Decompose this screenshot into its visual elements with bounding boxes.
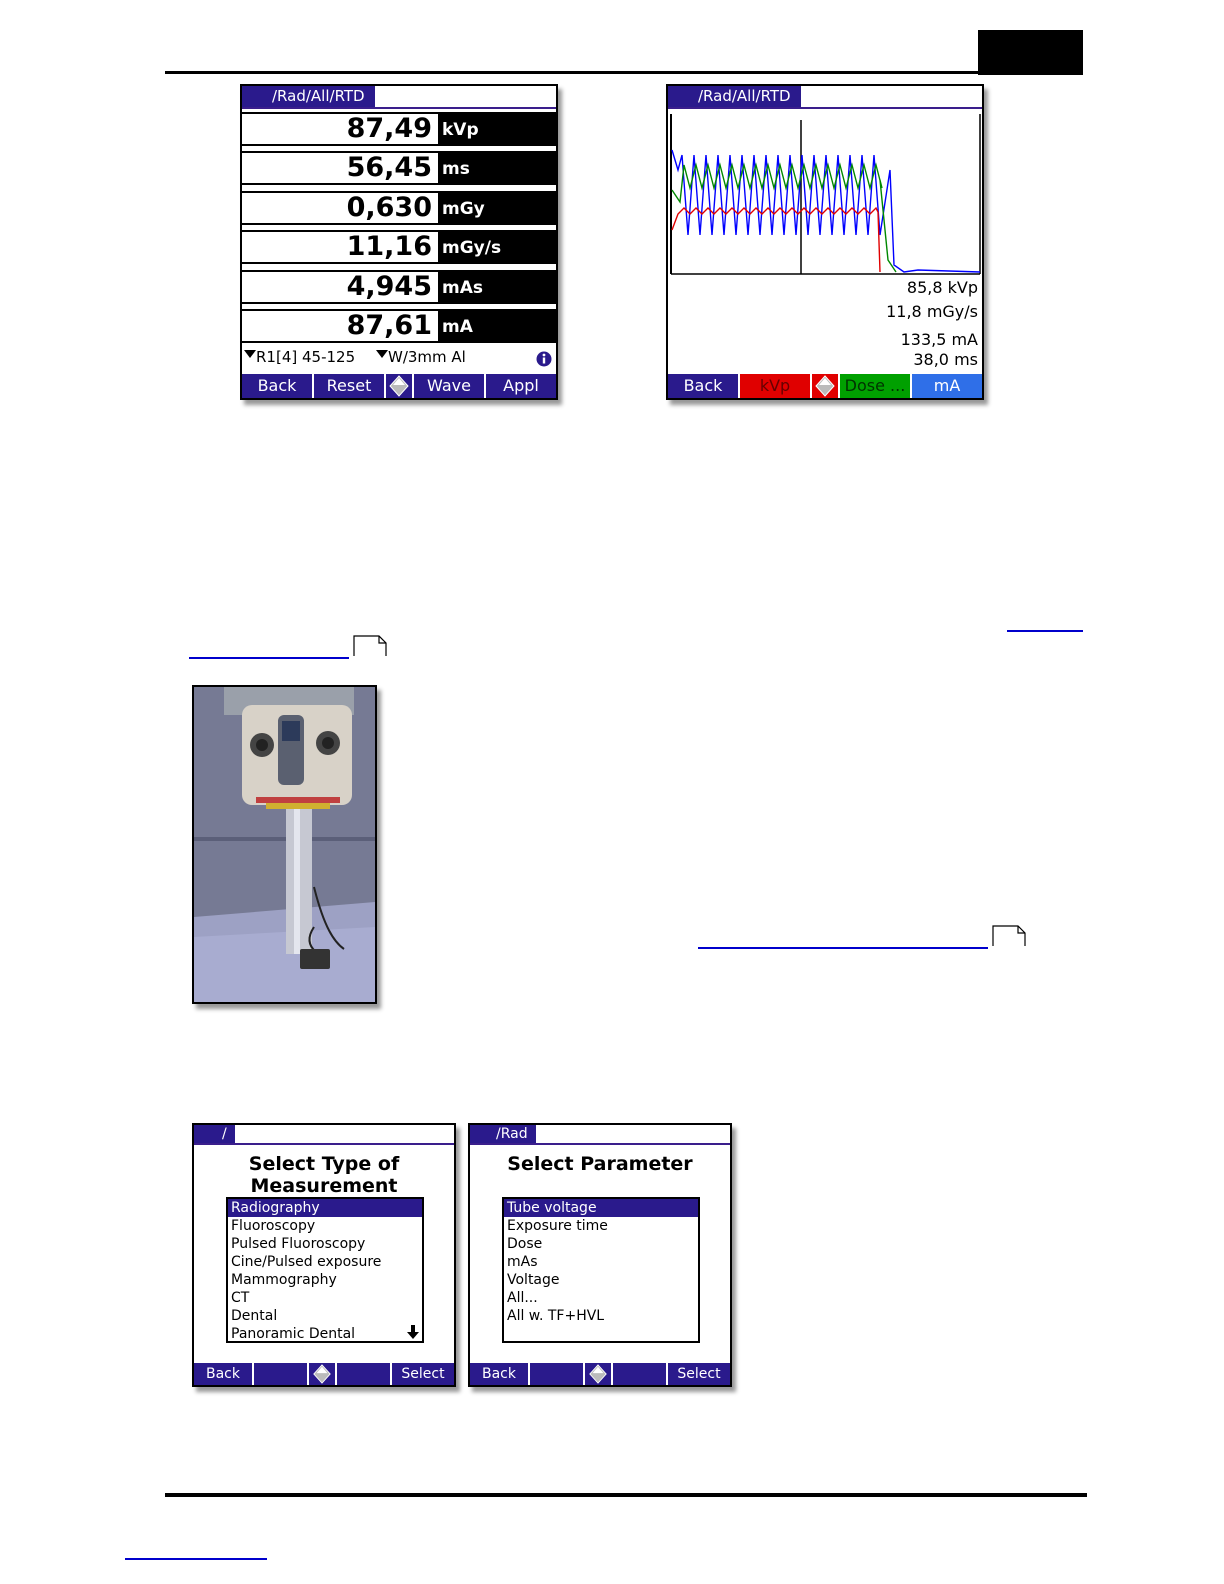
path-label: /Rad	[470, 1125, 536, 1143]
list-item[interactable]: Cine/Pulsed exposure	[231, 1254, 382, 1270]
value: 0,630	[242, 191, 438, 225]
value: 87,49	[242, 112, 438, 146]
value-row	[242, 112, 556, 146]
scroll-arrows-icon[interactable]	[585, 1363, 613, 1385]
document-link-icon[interactable]	[992, 925, 1026, 947]
select-button[interactable]: Select	[677, 1366, 721, 1382]
dropdown-triangle-icon	[376, 350, 388, 358]
value: 56,45	[242, 151, 438, 185]
select-parameter-screen	[468, 1123, 732, 1387]
list-item[interactable]: Panoramic Dental	[231, 1326, 356, 1342]
cross-reference-link[interactable]	[189, 657, 349, 659]
waveform-screen	[666, 84, 984, 400]
value: 11,16	[242, 230, 438, 264]
scroll-arrows-icon[interactable]	[812, 374, 840, 398]
value-row	[242, 270, 556, 304]
spacer	[613, 1363, 668, 1385]
wave-button[interactable]: Wave	[414, 374, 486, 398]
footer-link[interactable]	[125, 1558, 267, 1560]
spacer	[254, 1363, 309, 1385]
back-button[interactable]: Back	[194, 1363, 254, 1385]
select-measurement-type-screen	[192, 1123, 456, 1387]
list-item[interactable]: Voltage	[507, 1272, 560, 1288]
path-label: /Rad/All/RTD	[668, 86, 801, 107]
reset-button[interactable]: Reset	[314, 374, 386, 398]
path-label: /	[194, 1125, 235, 1143]
list-item[interactable]: Mammography	[231, 1272, 337, 1288]
ma-trace	[672, 150, 980, 272]
filter-value: W/3mm Al	[388, 348, 466, 366]
range-selector[interactable]	[244, 348, 355, 366]
spacer	[530, 1363, 585, 1385]
select-button[interactable]: Select	[401, 1366, 445, 1382]
filter-selector[interactable]	[376, 348, 466, 366]
screen-heading: Select Type of Measurement	[248, 1153, 400, 1197]
dose-trace	[672, 165, 896, 272]
list-item[interactable]: Tube voltage	[504, 1199, 698, 1217]
list-item[interactable]: All w. TF+HVL	[507, 1308, 605, 1324]
screen-heading: Select Parameter	[507, 1153, 693, 1175]
value: 87,61	[242, 309, 438, 343]
rtd-values-screen	[240, 84, 558, 400]
button-bar	[668, 374, 982, 398]
kvp-trace-button[interactable]: kVp	[740, 374, 812, 398]
ma-trace-button[interactable]: mA	[912, 374, 982, 398]
value-row	[242, 230, 556, 264]
xray-tube-photo	[192, 685, 377, 1004]
list-item[interactable]: Fluoroscopy	[231, 1218, 316, 1234]
measurement-type-list	[226, 1197, 424, 1343]
button-bar	[470, 1363, 730, 1385]
dose-trace-button[interactable]: Dose ...	[840, 374, 912, 398]
trace-layer	[672, 150, 980, 272]
back-button[interactable]: Back	[470, 1363, 530, 1385]
button-bar	[242, 374, 556, 398]
waveform-plot	[668, 110, 982, 280]
range-value: R1[4] 45-125	[256, 348, 356, 366]
document-link-icon[interactable]	[353, 635, 387, 657]
list-item[interactable]: Dose	[507, 1236, 543, 1252]
list-item[interactable]: mAs	[507, 1254, 538, 1270]
spacer	[337, 1363, 392, 1385]
list-item[interactable]: Pulsed Fluoroscopy	[231, 1236, 366, 1252]
chapter-tab	[978, 30, 1083, 75]
ma-readout: 133,5 mA	[900, 330, 978, 349]
title-bar	[242, 86, 556, 109]
back-button[interactable]: Back	[242, 374, 314, 398]
header-rule	[165, 71, 1083, 74]
unit: mAs	[438, 270, 556, 304]
scroll-arrows-icon[interactable]	[386, 374, 414, 398]
button-bar	[194, 1363, 454, 1385]
footer-rule	[165, 1493, 1087, 1497]
title-bar	[470, 1125, 730, 1145]
value-row	[242, 151, 556, 185]
appl-button[interactable]: Appl	[503, 376, 539, 395]
cross-reference-link[interactable]	[698, 947, 988, 949]
dropdown-triangle-icon	[244, 350, 256, 358]
unit: mGy	[438, 191, 556, 225]
unit: kVp	[438, 112, 556, 146]
title-bar	[668, 86, 982, 109]
list-item[interactable]: CT	[231, 1290, 250, 1306]
unit: ms	[438, 151, 556, 185]
path-label: /Rad/All/RTD	[242, 86, 375, 107]
unit: mGy/s	[438, 230, 556, 264]
title-bar	[194, 1125, 454, 1145]
time-readout: 38,0 ms	[913, 350, 978, 369]
parameter-list	[502, 1197, 700, 1343]
info-icon[interactable]	[536, 351, 552, 367]
unit: mA	[438, 309, 556, 343]
cross-reference-link[interactable]	[1007, 630, 1083, 632]
list-item[interactable]: Dental	[231, 1308, 278, 1324]
back-button[interactable]: Back	[668, 374, 740, 398]
list-item[interactable]: Radiography	[228, 1199, 422, 1217]
scroll-arrows-icon[interactable]	[309, 1363, 337, 1385]
doserate-readout: 11,8 mGy/s	[886, 302, 978, 321]
down-arrow-icon[interactable]	[407, 1325, 419, 1339]
list-item[interactable]: Exposure time	[507, 1218, 608, 1234]
kvp-readout: 85,8 kVp	[906, 278, 978, 297]
value-row	[242, 191, 556, 225]
value-row	[242, 309, 556, 343]
value: 4,945	[242, 270, 438, 304]
list-item[interactable]: All...	[507, 1290, 538, 1306]
kvp-trace	[672, 208, 880, 272]
